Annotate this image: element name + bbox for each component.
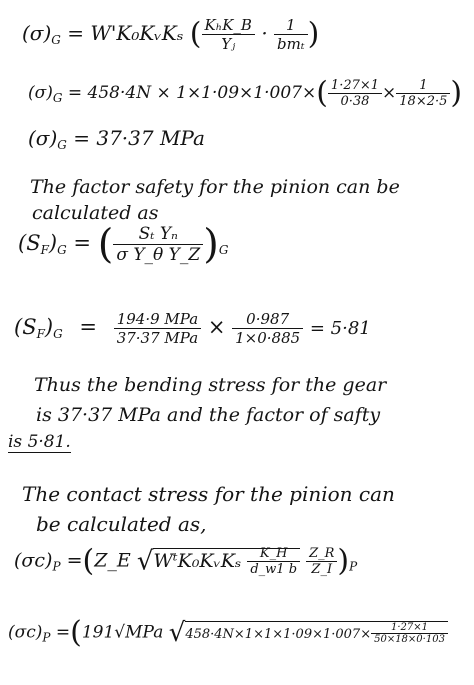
eq3-lhs: (σ) <box>28 126 58 150</box>
eq14-fraction <box>371 622 448 645</box>
eq1-lhs: (σ) <box>22 21 52 45</box>
eq-safety-factor-substitution <box>14 310 371 347</box>
eq2-fraction-1 <box>328 78 382 109</box>
eq2-open-paren: ( <box>316 75 328 111</box>
eq7-times: × <box>207 315 226 339</box>
text-be-calculated: be calculated as, <box>36 512 207 536</box>
eq1-fraction-1 <box>202 16 255 53</box>
text-calculated-as: calculated as <box>32 202 159 224</box>
eq7-equals: = <box>79 315 98 339</box>
eq3-lhs-sub: G <box>57 138 67 152</box>
eq6-lhs-sub: F <box>40 243 49 257</box>
eq14-ze-val: 191√MPa <box>81 622 164 643</box>
eq13-lhs-sub: P <box>52 559 61 574</box>
eq7-f2-num: 0·987 <box>232 310 303 329</box>
eq13-root-expr: WᵗK₀KᵥKₛ <box>153 549 242 572</box>
eq1-close-paren: ) <box>307 16 320 52</box>
eq-contact-stress-formula <box>14 543 358 579</box>
eq-bending-stress-result <box>28 126 205 152</box>
eq7-lhs-end: ) <box>44 315 54 339</box>
eq2-f1-num: 1·27×1 <box>328 78 382 94</box>
eq6-den: σ Y_θ Y_Z <box>116 245 201 265</box>
eq14-root-expr: 458·4N×1×1×1·09×1·007× <box>185 626 372 642</box>
eq13-close-sub: P <box>349 559 358 574</box>
eq14-equals: = <box>55 622 71 643</box>
eq2-equals: = <box>67 83 83 103</box>
eq7-f1-den: 37·37 MPa <box>116 329 199 347</box>
eq13-f1-num: K_H <box>247 546 300 562</box>
eq14-frac-num: 1·27×1 <box>371 622 448 634</box>
eq7-fraction-2 <box>232 310 303 347</box>
text-thus-bending: Thus the bending stress for the gear <box>34 374 387 396</box>
eq2-close-paren: ) <box>450 75 463 111</box>
eq2-f2-num: 1 <box>396 78 450 94</box>
eq7-fraction-1 <box>114 310 201 347</box>
eq6-lhs-end: ) <box>48 231 58 255</box>
eq14-radicand <box>185 621 448 643</box>
eq1-f2-den: bmₜ <box>277 35 305 53</box>
eq13-open: ( <box>82 543 95 579</box>
eq6-fraction <box>113 224 203 265</box>
eq1-f1-den: Yⱼ <box>221 35 236 53</box>
eq3-equals: = <box>73 126 90 150</box>
eq-safety-factor-formula <box>18 221 229 268</box>
eq1-f2-num: 1 <box>274 16 308 35</box>
eq1-fraction-2 <box>274 16 308 53</box>
eq6-equals: = <box>73 231 92 255</box>
eq1-dot: · <box>261 21 268 45</box>
eq7-f2-den: 1×0·885 <box>235 329 301 347</box>
eq13-ze: Z_E <box>94 549 131 572</box>
eq6-close-paren: ) <box>203 221 219 268</box>
eq1-equals: = <box>67 21 84 45</box>
sqrt-icon: √ <box>168 618 186 648</box>
eq2-lhs-sub: G <box>52 91 63 105</box>
eq2-f2-den: 18×2·5 <box>399 94 448 109</box>
eq-bending-stress-substitution <box>28 75 463 111</box>
eq6-lhs: (S <box>18 231 41 255</box>
eq2-expr: 458·4N × 1×1·09×1·007× <box>87 83 317 103</box>
eq2-f1-den: 0·38 <box>340 94 370 109</box>
eq13-f2-num: Z_R <box>306 546 337 562</box>
eq6-open-paren: ( <box>97 221 114 268</box>
eq2-fraction-2 <box>396 78 450 109</box>
eq13-close: ) <box>337 543 350 579</box>
eq14-lhs: (σc) <box>8 622 43 643</box>
eq1-lhs-sub: G <box>51 33 61 47</box>
eq13-radicand <box>153 546 300 577</box>
eq13-f1-den: d_w1 b <box>250 562 298 577</box>
eq6-num: Sₜ Yₙ <box>113 224 203 245</box>
eq7-result: = 5·81 <box>309 318 371 339</box>
eq1-expr: W'K₀KᵥKₛ <box>90 21 184 45</box>
eq7-lhs-sub: F <box>36 327 45 341</box>
eq14-lhs-sub: P <box>42 630 51 645</box>
eq-contact-stress-substitution <box>8 615 448 650</box>
eq14-frac-den: 50×18×0·103 <box>374 633 445 645</box>
eq2-times: × <box>382 83 397 103</box>
text-contact-stress-intro: The contact stress for the pinion can <box>22 482 395 506</box>
text-is-581: is 5·81. <box>8 432 71 452</box>
eq-bending-stress-formula <box>22 16 319 53</box>
eq13-fraction-2 <box>306 546 337 577</box>
sqrt-icon: √ <box>136 546 154 577</box>
text-is-value: is 37·37 MPa and the factor of safty <box>36 404 381 426</box>
eq1-f1-num: KₕK_B <box>202 16 255 35</box>
eq3-value: 37·37 MPa <box>96 126 205 150</box>
eq2-lhs: (σ) <box>28 83 53 103</box>
eq13-fraction-1 <box>247 546 300 577</box>
eq7-lhs: (S <box>14 315 37 339</box>
eq14-open: ( <box>70 615 82 650</box>
eq7-lhs-sub2: G <box>53 327 63 341</box>
eq13-f2-den: Z_I <box>311 562 333 577</box>
text-factor-safety-intro: The factor safety for the pinion can be <box>30 176 400 198</box>
eq13-lhs: (σc) <box>14 549 53 572</box>
eq7-f1-num: 194·9 MPa <box>114 310 201 329</box>
eq1-open-paren: ( <box>189 16 202 52</box>
eq13-equals: = <box>66 549 83 572</box>
eq6-close-sub: G <box>218 243 229 257</box>
eq6-lhs-sub2: G <box>57 243 67 257</box>
